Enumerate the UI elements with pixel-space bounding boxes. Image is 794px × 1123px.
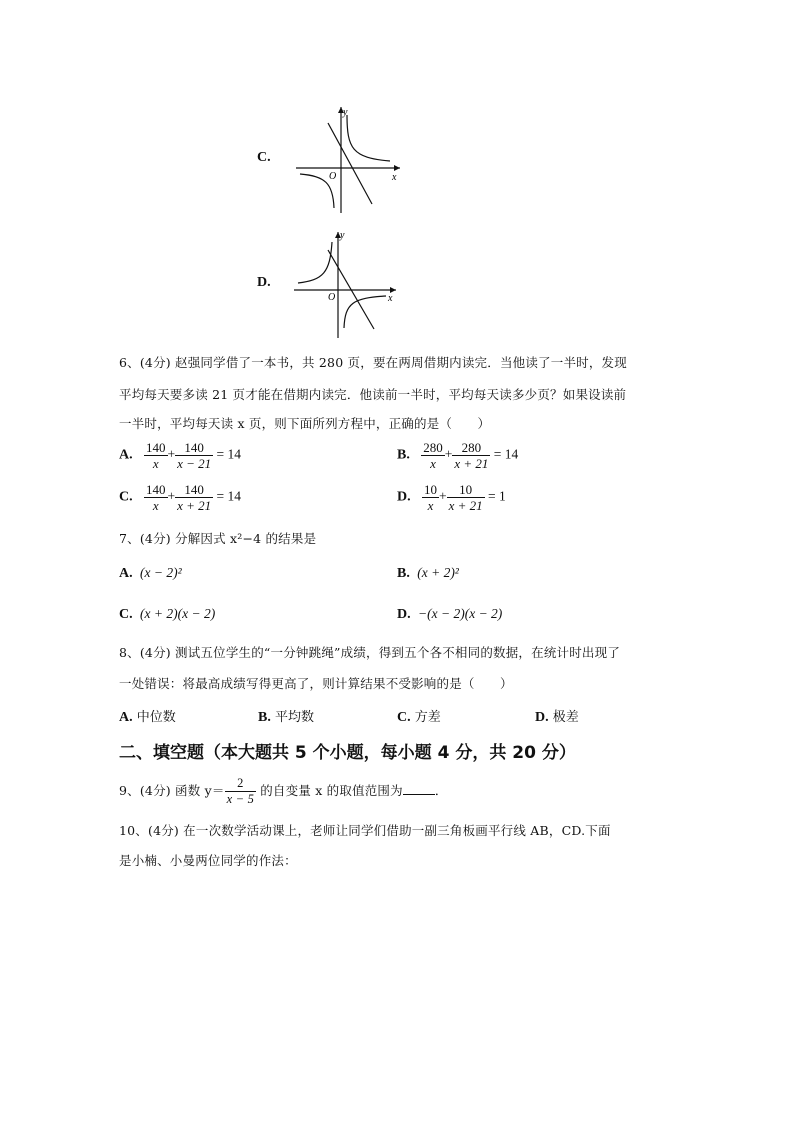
x-axis-label: x: [388, 293, 393, 304]
graph-d: [288, 228, 403, 340]
y-axis-label: y: [340, 230, 345, 241]
q8-option-b[interactable]: B. 平均数: [258, 710, 314, 725]
q8-line-1: 8、(4分) 测试五位学生的“一分钟跳绳”成绩，得到五个各不相同的数据，在统计时出现了: [119, 645, 621, 660]
option-c-label: C.: [257, 150, 271, 165]
q7-option-d[interactable]: D. −(x − 2)(x − 2): [397, 606, 503, 622]
q8-option-c[interactable]: C. 方差: [397, 710, 441, 725]
q7-option-a[interactable]: A. (x − 2)²: [119, 565, 182, 581]
q6-line-1: 6、(4分) 赵强同学借了一本书，共 280 页，要在两周借期内读完．当他读了一半时，发现: [119, 355, 627, 370]
q7-option-b[interactable]: B. (x + 2)²: [397, 565, 459, 581]
q6-option-c[interactable]: C. $\frac{140}{x}$ + $\frac{140}{x + 21}$ = 14: [119, 482, 242, 513]
q6-line-2: 平均每天要多读 21 页才能在借期内读完．他读前一半时，平均每天读多少页？如果设读前: [119, 387, 627, 402]
graph-c: [290, 103, 405, 215]
q10-line-1: 10、(4分) 在一次数学活动课上，老师让同学们借助一副三角板画平行线 AB，CD.下面: [119, 823, 611, 838]
answer-blank[interactable]: [403, 782, 435, 795]
q8-option-d[interactable]: D. 极差: [535, 710, 579, 725]
q6-option-d[interactable]: D. $\frac{10}{x}$ + $\frac{10}{x + 21}$ = 1: [397, 482, 506, 513]
option-d-label: D.: [257, 275, 271, 290]
q6-option-b[interactable]: B. $\frac{280}{x}$ + $\frac{280}{x + 21}$ = 14: [397, 440, 519, 471]
q6-line-3: 一半时，平均每天读 x 页，则下面所列方程中，正确的是（ ）: [119, 416, 491, 431]
q7-option-c[interactable]: C. (x + 2)(x − 2): [119, 606, 216, 622]
q7-stem: 7、(4分) 分解因式 x²−4 的结果是: [119, 531, 317, 546]
origin-label: O: [329, 171, 337, 182]
q8-line-2: 一处错误：将最高成绩写得更高了，则计算结果不受影响的是（ ）: [119, 676, 513, 691]
section-heading: 二、填空题（本大题共 5 个小题，每小题 4 分，共 20 分）: [119, 743, 576, 763]
origin-label: O: [328, 292, 336, 303]
y-axis-label: y: [343, 107, 348, 118]
x-axis-label: x: [392, 172, 397, 183]
q10-line-2: 是小楠、小曼两位同学的作法：: [119, 853, 297, 868]
q6-option-a[interactable]: A. $\frac{140}{x}$ + $\frac{140}{x - 21}$ = 14: [119, 440, 242, 471]
q9: 9、(4分) 函数 y＝ $\frac{2}{x - 5}$ 的自变量 x 的取值范围为 ．: [119, 776, 448, 806]
q8-option-a[interactable]: A. 中位数: [119, 710, 176, 725]
